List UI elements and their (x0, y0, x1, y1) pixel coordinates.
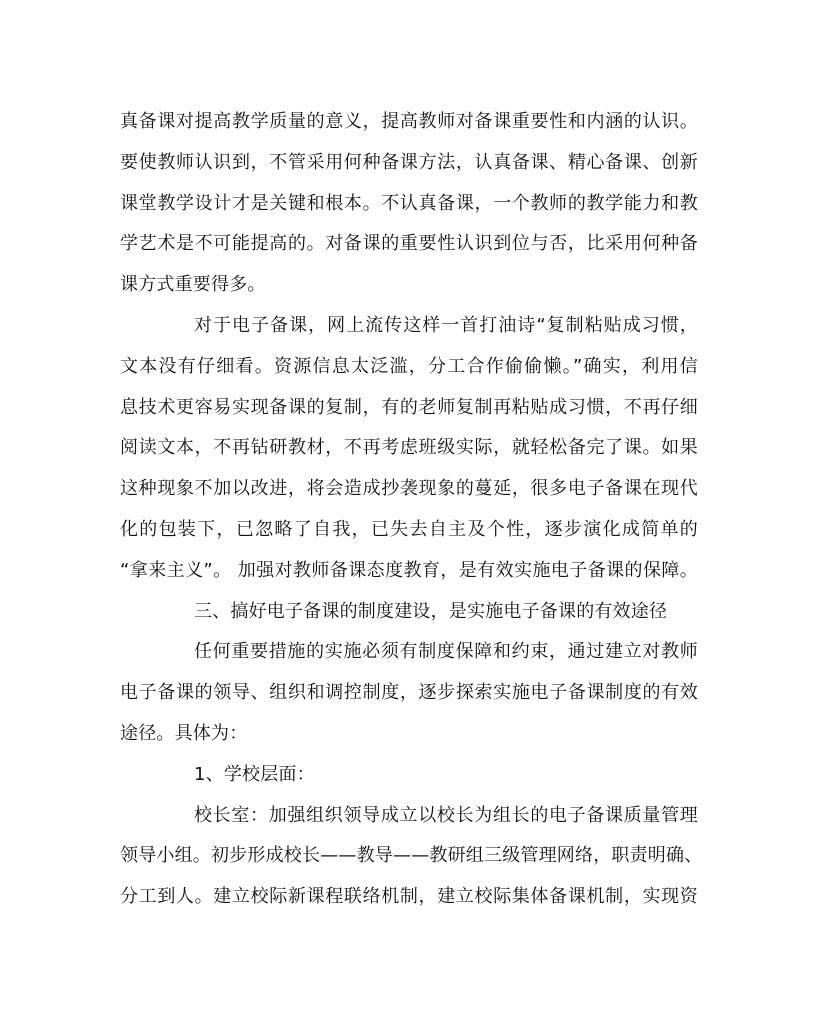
text-line: “拿来主义”。 加强对教师备课态度教育，是有效实施电子备课的保障。 (120, 559, 698, 581)
heading-line: 三、搞好电子备课的制度建设，是实施电子备课的有效途径 (194, 600, 668, 622)
text-line: 任何重要措施的实施必须有制度保障和约束，通过建立对教师 (194, 641, 698, 663)
text-line: 对于电子备课，网上流传这样一首打油诗“复制粘贴成习惯， (194, 314, 698, 336)
text-line: 领导小组。初步形成校长——教导——教研组三级管理网络，职责明确、 (120, 845, 703, 867)
paragraph-principal-office (120, 796, 703, 918)
subheading-school-level (120, 755, 698, 796)
text-line: 课堂教学设计才是关键和根本。不认真备课，一个教师的教学能力和教 (120, 192, 698, 214)
subheading-line: 1、学校层面： (194, 763, 315, 785)
text-line: 文本没有仔细看。资源信息太泛滥，分工合作偷偷懒。”确实，利用信 (120, 355, 698, 377)
text-line: 息技术更容易实现备课的复制，有的老师复制再粘贴成习惯，不再仔细 (120, 396, 698, 418)
document-body (120, 102, 703, 918)
text-line: 化的包装下，已忽略了自我，已失去自主及个性，逐步演化成简单的 (120, 518, 698, 540)
section-heading-3 (120, 592, 698, 633)
text-line: 途径。具体为： (120, 722, 248, 744)
text-line: 阅读文本，不再钻研教材，不再考虑班级实际，就轻松备完了课。如果 (120, 437, 698, 459)
paragraph-system-guarantee (120, 632, 698, 754)
paragraph-electronic-lesson-prep (120, 306, 698, 592)
text-line: 要使教师认识到，不管采用何种备课方法，认真备课、精心备课、创新 (120, 151, 698, 173)
text-line: 这种现象不加以改进，将会造成抄袭现象的蔓延，很多电子备课在现代 (120, 478, 698, 500)
text-line: 电子备课的领导、组织和调控制度，逐步探索实施电子备课制度的有效 (120, 682, 698, 704)
text-line: 课方式重要得多。 (120, 274, 266, 296)
paragraph-lesson-prep-importance (120, 102, 698, 306)
text-line: 真备课对提高教学质量的意义，提高教师对备课重要性和内涵的认识。 (120, 111, 698, 132)
text-line: 分工到人。建立校际新课程联络机制，建立校际集体备课机制，实现资 (120, 886, 698, 908)
text-line: 学艺术是不可能提高的。对备课的重要性认识到位与否，比采用何种备 (120, 233, 698, 255)
text-line: 校长室：加强组织领导成立以校长为组长的电子备课质量管理 (194, 804, 698, 826)
